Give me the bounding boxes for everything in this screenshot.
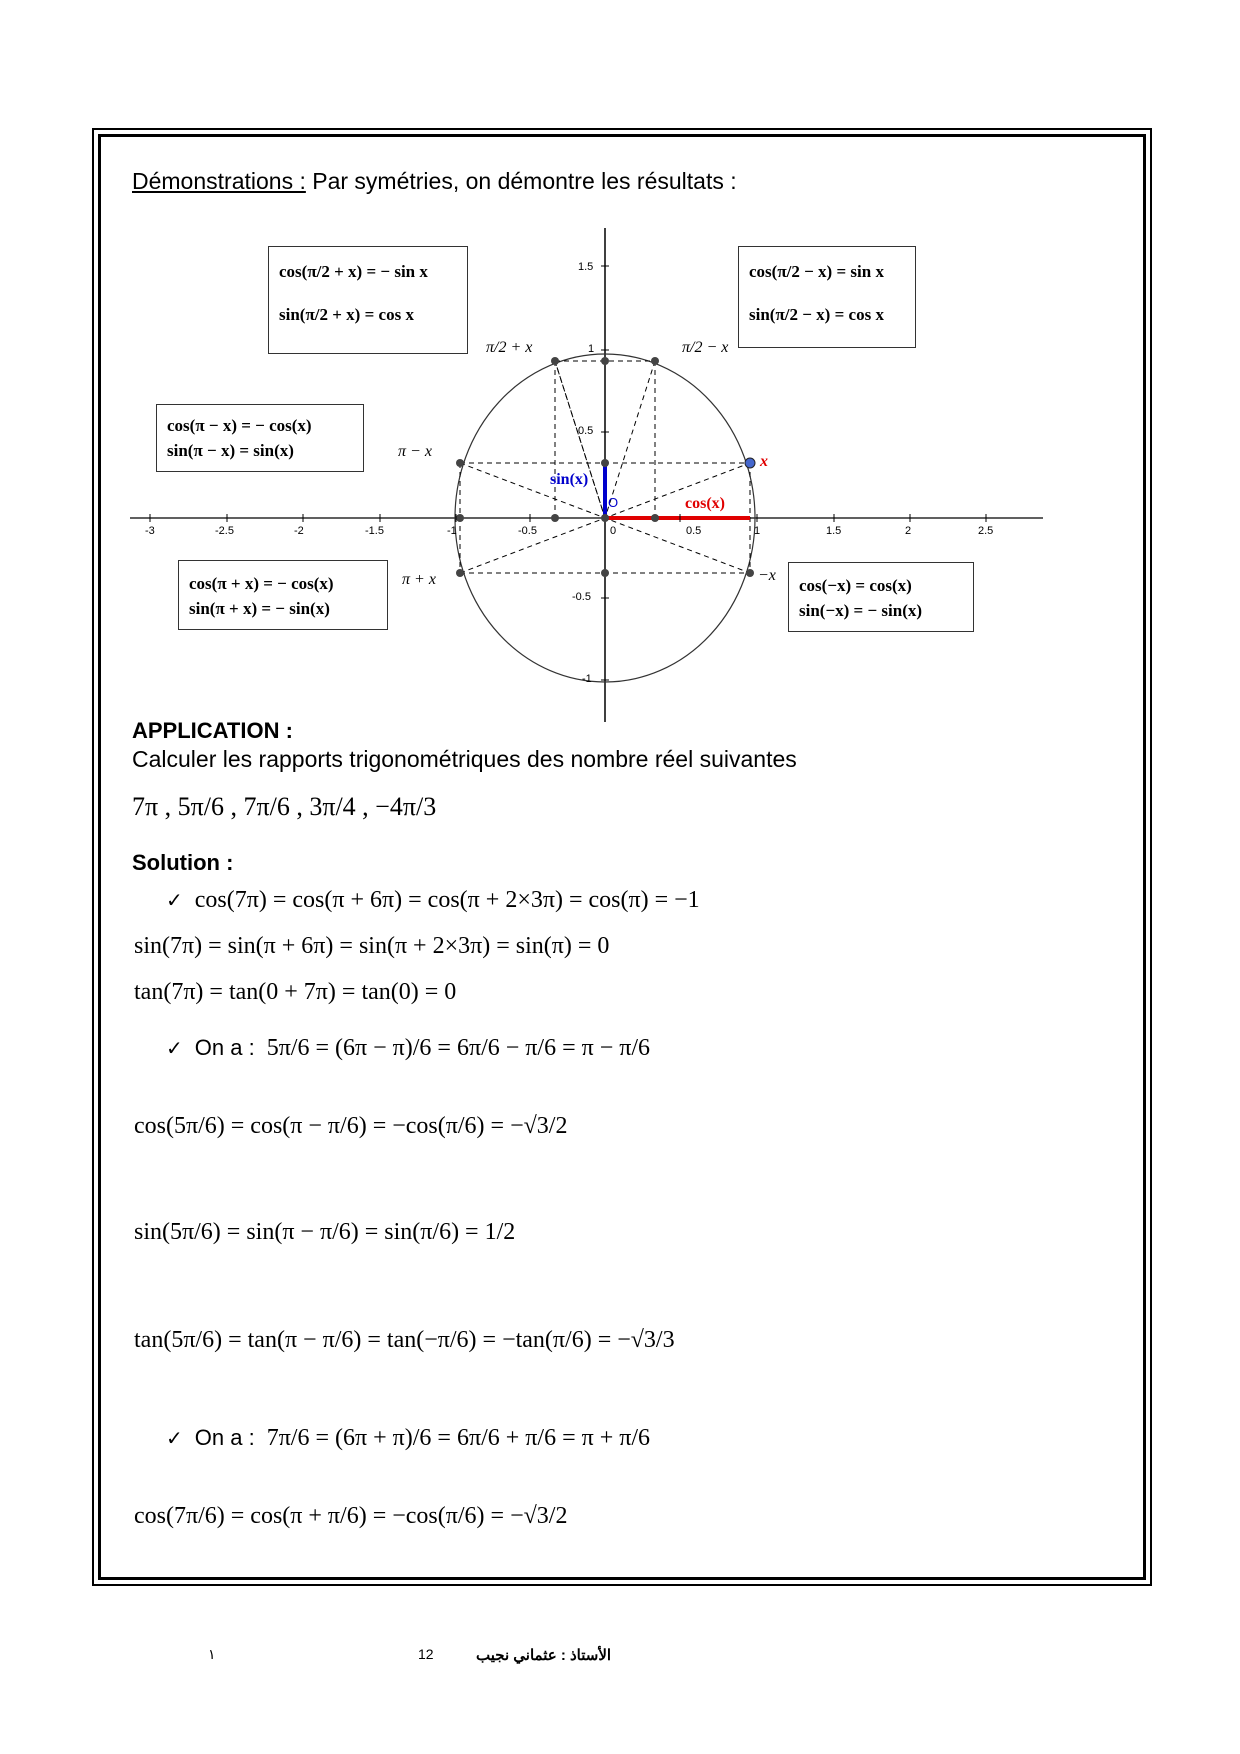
- on-a-label: On a :: [194, 1425, 255, 1450]
- unit-circle-diagram: [0, 0, 1240, 760]
- demo-text: Par symétries, on démontre les résultats :: [305, 168, 737, 194]
- x-tick: 0.5: [686, 525, 702, 537]
- label-pi2-plus-x: π/2 + x: [486, 339, 533, 356]
- y-tick: 1.5: [578, 261, 594, 273]
- formula-box-pi2-plus: [268, 246, 468, 354]
- check-icon: ✓: [166, 1036, 183, 1060]
- solution-line-3: tan(7π) = tan(0 + 7π) = tan(0) = 0: [134, 979, 457, 1005]
- label-pi-minus-x: π − x: [398, 443, 432, 460]
- y-tick: 0.5: [578, 425, 594, 437]
- solution-line-6: sin(5π/6) = sin(π − π/6) = sin(π/6) = 1/2: [134, 1219, 516, 1245]
- solution-line-5: cos(5π/6) = cos(π − π/6) = −cos(π/6) = −√3/2: [134, 1113, 568, 1139]
- point-x-marker: [745, 458, 755, 468]
- x-tick: 1: [754, 525, 761, 537]
- formula-line: sin(−x) = − sin(x): [799, 601, 923, 620]
- x-tick: -3: [145, 525, 155, 537]
- equation: 7π/6 = (6π + π)/6 = 6π/6 + π/6 = π + π/6: [266, 1425, 651, 1451]
- sin-label: sin(x): [550, 471, 589, 488]
- solution-line-1: [166, 888, 700, 912]
- formula-line: cos(π − x) = − cos(x): [167, 416, 312, 435]
- solution-line-8: [166, 1426, 650, 1450]
- formula-box-neg-x: [788, 562, 974, 632]
- solution-line-7: tan(5π/6) = tan(π − π/6) = tan(−π/6) = −tan(π/6) = −√3/3: [134, 1327, 675, 1353]
- equation: cos(7π) = cos(π + 6π) = cos(π + 2×3π) = cos(π) = −1: [194, 887, 700, 913]
- on-a-label: On a :: [194, 1035, 255, 1060]
- check-icon: ✓: [166, 888, 183, 912]
- x-tick: -2.5: [215, 525, 234, 537]
- cos-label: cos(x): [685, 495, 725, 512]
- y-tick: -1: [582, 673, 592, 685]
- origin-label: O: [608, 495, 619, 510]
- solution-title: Solution :: [132, 850, 234, 875]
- demo-label: Démonstrations :: [132, 168, 306, 194]
- footer-author: الأستاذ : عثماني نجيب: [476, 1647, 612, 1664]
- label-neg-x: −x: [758, 567, 776, 584]
- x-tick: 2: [905, 525, 912, 537]
- formula-line: cos(π + x) = − cos(x): [189, 574, 334, 593]
- x-tick: -1: [447, 525, 457, 537]
- equation: 5π/6 = (6π − π)/6 = 6π/6 − π/6 = π − π/6: [266, 1035, 651, 1061]
- application-text: Calculer les rapports trigonométriques des nombre réel suivantes: [132, 746, 797, 772]
- x-tick: -1.5: [365, 525, 384, 537]
- point-x-label: x: [760, 453, 768, 470]
- y-tick: -0.5: [572, 591, 591, 603]
- formula-line: cos(π/2 + x) = − sin x: [279, 262, 428, 281]
- formula-line: cos(π/2 − x) = sin x: [749, 262, 884, 281]
- application-title: APPLICATION :: [132, 718, 293, 743]
- formula-line: sin(π + x) = − sin(x): [189, 599, 330, 618]
- formula-line: sin(π/2 − x) = cos x: [749, 305, 884, 324]
- label-pi-plus-x: π + x: [402, 571, 436, 588]
- x-tick: -2: [294, 525, 304, 537]
- formula-box-pi-minus: [156, 404, 364, 472]
- solution-line-9: cos(7π/6) = cos(π + π/6) = −cos(π/6) = −√3/2: [134, 1503, 568, 1529]
- x-tick: 0: [610, 525, 617, 537]
- footer-page-number: 12: [418, 1646, 434, 1662]
- x-tick: 2.5: [978, 525, 994, 537]
- formula-line: sin(π/2 + x) = cos x: [279, 305, 414, 324]
- formula-line: cos(−x) = cos(x): [799, 576, 912, 595]
- x-tick: 1.5: [826, 525, 842, 537]
- formula-line: sin(π − x) = sin(x): [167, 441, 294, 460]
- x-tick: -0.5: [518, 525, 537, 537]
- formula-box-pi2-minus: [738, 246, 916, 348]
- solution-line-2: sin(7π) = sin(π + 6π) = sin(π + 2×3π) = sin(π) = 0: [134, 933, 610, 959]
- y-tick: 1: [588, 343, 595, 355]
- solution-line-4: [166, 1036, 650, 1060]
- check-icon: ✓: [166, 1426, 183, 1450]
- label-pi2-minus-x: π/2 − x: [682, 339, 729, 356]
- application-numbers: 7π , 5π/6 , 7π/6 , 3π/4 , −4π/3: [132, 792, 437, 821]
- formula-box-pi-plus: [178, 560, 388, 630]
- footer-left-mark: ١: [208, 1646, 216, 1662]
